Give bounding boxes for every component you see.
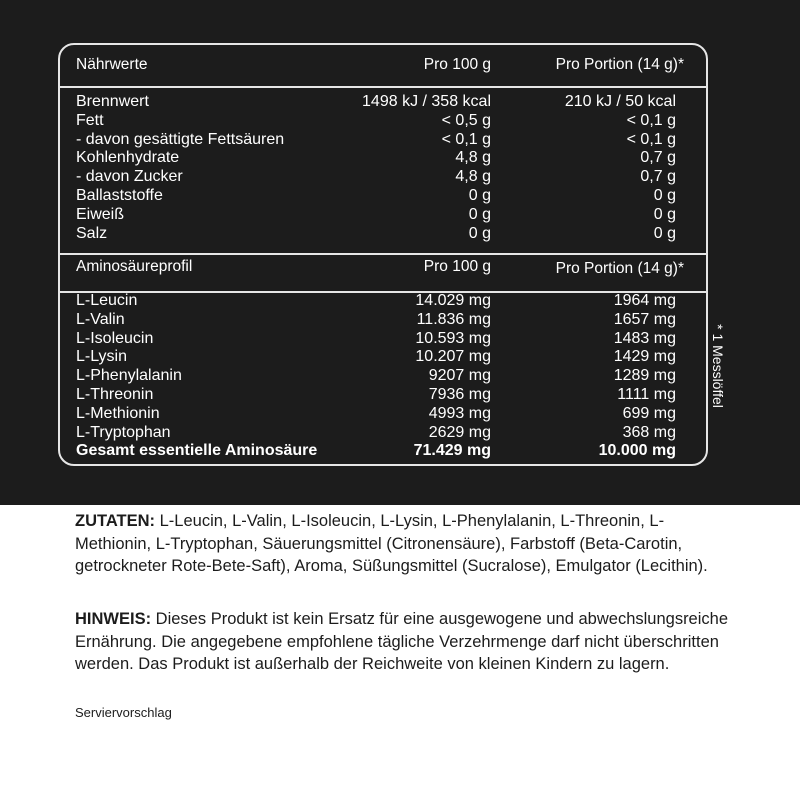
row-per100: 9207 mg	[428, 367, 491, 385]
row-name: Fett	[76, 111, 104, 129]
row-perPortion: 368 mg	[622, 423, 676, 441]
row-per100: 14.029 mg	[415, 292, 491, 309]
ingredients-text: L-Leucin, L-Valin, L-Isoleucin, L-Lysin, L-Phenylalanin, L-Threonin, L-Methionin, L-Tryptophan, Säuerungsmittel (Citronensäure), Farbstoff (Beta-Carotin, getrockneter Rote-Bete-Saft), Aroma, Süßungsmittel (Sucralose), Emulgator (Lecithin).	[75, 512, 708, 575]
row-name: L-Isoleucin	[76, 329, 154, 347]
nutrition-table	[58, 43, 708, 466]
ingredients-label: ZUTATEN:	[75, 512, 156, 530]
row-perPortion: 1429 mg	[613, 348, 676, 366]
serving-suggestion-caption: Serviervorschlag	[75, 705, 172, 720]
row-per100: 0 g	[468, 224, 491, 242]
row-perPortion: 1111 mg	[617, 386, 676, 403]
row-per100: 4,8 g	[455, 168, 491, 186]
row-name: L-Lysin	[76, 348, 127, 366]
row-name: Eiweiß	[76, 205, 125, 223]
table-divider	[60, 86, 706, 88]
row-per100: 4993 mg	[428, 404, 491, 422]
row-per100: 10.207 mg	[415, 348, 491, 366]
row-perPortion: 0 g	[653, 205, 676, 223]
table-divider	[60, 253, 706, 255]
row-perPortion: 1483 mg	[613, 329, 676, 347]
row-per100: 0 g	[468, 205, 491, 223]
ingredients-paragraph	[75, 510, 735, 578]
row-perPortion: 1289 mg	[613, 367, 676, 385]
row-per100: 1498 kJ / 358 kcal	[362, 93, 491, 110]
notice-text: Dieses Produkt ist kein Ersatz für eine ausgewogene und abwechslungsreiche Ernährung. Die angegebene empfohlene tägliche Verzehrmenge darf nicht überschritten werden. Das Produkt ist außerhalb der Reichweite von kleinen Kindern zu lagern.	[75, 610, 729, 673]
row-per100: < 0,1 g	[441, 130, 491, 148]
header-amino-per-100g: Pro 100 g	[423, 258, 491, 275]
header-amino-profile: Aminosäureprofil	[76, 258, 193, 275]
row-perPortion: 0,7 g	[640, 149, 676, 167]
row-name: L-Leucin	[76, 292, 138, 309]
total-row-per100: 71.429 mg	[413, 442, 491, 459]
row-name: - davon Zucker	[76, 168, 183, 186]
row-perPortion: 0 g	[653, 187, 676, 204]
header-per-portion: Pro Portion (14 g)*	[555, 56, 684, 73]
total-row-name: Gesamt essentielle Aminosäure	[76, 442, 318, 459]
serving-footnote: * 1 Messlöffel	[710, 324, 726, 408]
row-name: Kohlenhydrate	[76, 149, 180, 167]
row-per100: 4,8 g	[455, 149, 491, 167]
row-name: L-Phenylalanin	[76, 367, 182, 385]
row-per100: < 0,5 g	[441, 111, 491, 129]
row-per100: 2629 mg	[428, 423, 491, 441]
row-name: L-Methionin	[76, 404, 160, 422]
row-per100: 10.593 mg	[415, 329, 491, 347]
notice-paragraph	[75, 608, 735, 676]
row-per100: 11.836 mg	[416, 310, 491, 328]
header-per-100g: Pro 100 g	[423, 56, 491, 73]
row-perPortion: 1964 mg	[613, 292, 676, 309]
row-per100: 0 g	[468, 187, 491, 204]
row-perPortion: 210 kJ / 50 kcal	[564, 93, 676, 110]
table-divider	[60, 291, 706, 293]
row-perPortion: 1657 mg	[613, 310, 676, 328]
row-name: L-Threonin	[76, 386, 154, 403]
row-perPortion: 0,7 g	[640, 168, 676, 186]
row-perPortion: < 0,1 g	[626, 130, 676, 148]
row-name: L-Valin	[76, 310, 125, 328]
notice-label: HINWEIS:	[75, 610, 152, 628]
header-amino-per-portion: Pro Portion (14 g)*	[555, 260, 684, 277]
row-name: Salz	[76, 224, 108, 242]
header-nutrients: Nährwerte	[76, 56, 148, 73]
row-name: L-Tryptophan	[76, 423, 171, 441]
row-name: - davon gesättigte Fettsäuren	[76, 130, 285, 148]
row-name: Brennwert	[76, 93, 149, 110]
row-perPortion: 0 g	[653, 224, 676, 242]
row-perPortion: < 0,1 g	[626, 111, 676, 129]
total-row-perPortion: 10.000 mg	[598, 442, 676, 459]
row-name: Ballaststoffe	[76, 187, 163, 204]
row-perPortion: 699 mg	[622, 404, 676, 422]
row-per100: 7936 mg	[428, 386, 491, 403]
